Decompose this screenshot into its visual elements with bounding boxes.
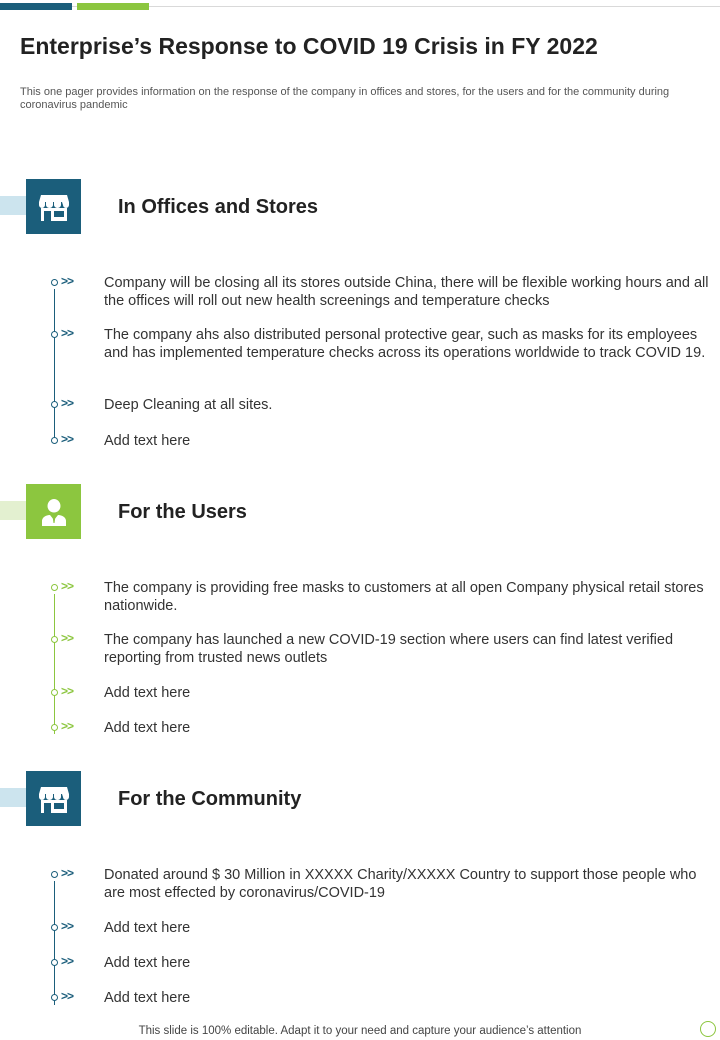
list-item-text: Company will be closing all its stores outside China, there will be flexible working hours and all the offices will roll out new health screenings and temperature checks	[104, 275, 709, 309]
bullet-marker-icon: >>	[51, 992, 81, 1004]
section-stripe	[0, 788, 26, 807]
section-stripe	[0, 501, 26, 520]
list-item-text: Add text here	[104, 685, 191, 701]
bullet-marker-icon: >>	[51, 957, 81, 969]
footer-note: This slide is 100% editable. Adapt it to your need and capture your audience’s attention	[138, 1025, 582, 1037]
bullet-marker-icon: >>	[51, 634, 81, 646]
timeline-line	[54, 289, 55, 441]
list-item-text: Add text here	[104, 955, 191, 971]
list-item-text: Add text here	[104, 433, 191, 449]
section-stripe	[0, 196, 26, 215]
bullet-marker-icon: >>	[51, 922, 81, 934]
timeline-line	[54, 881, 55, 1005]
list-item-text: Donated around $ 30 Million in XXXXX Charity/XXXXX Country to support those people who are most effected by coronavirus/COVID-19	[104, 867, 697, 901]
list-item-text: The company has launched a new COVID-19 section where users can find latest verified reporting from trusted news outlets	[104, 632, 674, 666]
section-title: For the Users	[118, 501, 247, 523]
bullet-marker-icon: >>	[51, 399, 81, 411]
bullet-marker-icon: >>	[51, 869, 81, 881]
corner-ring-icon	[700, 1021, 716, 1037]
page-title: Enterprise’s Response to COVID 19 Crisis in FY 2022	[20, 33, 598, 59]
top-accent-bar-blue	[0, 3, 72, 10]
list-item-text: Deep Cleaning at all sites.	[104, 397, 273, 413]
list-item-text: Add text here	[104, 920, 191, 936]
store-icon	[26, 179, 81, 234]
top-accent-bar-green	[77, 3, 149, 10]
section-title: For the Community	[118, 788, 302, 810]
bullet-marker-icon: >>	[51, 435, 81, 447]
page-subtitle: This one pager provides information on the response of the company in offices and stores, for the users and for the community during coronavirus pandemic	[20, 86, 670, 111]
list-item-text: Add text here	[104, 990, 191, 1006]
bullet-marker-icon: >>	[51, 277, 81, 289]
store-icon	[26, 771, 81, 826]
bullet-marker-icon: >>	[51, 722, 81, 734]
timeline-line	[54, 594, 55, 734]
section-title: In Offices and Stores	[118, 196, 319, 218]
list-item-text: Add text here	[104, 720, 191, 736]
bullet-marker-icon: >>	[51, 687, 81, 699]
list-item-text: The company ahs also distributed personal protective gear, such as masks for its employees and has implemented temperature checks across its operations worldwide to track COVID 19.	[104, 327, 706, 361]
list-item-text: The company is providing free masks to customers at all open Company physical retail stores nationwide.	[104, 580, 704, 614]
user-icon	[26, 484, 81, 539]
bullet-marker-icon: >>	[51, 582, 81, 594]
bullet-marker-icon: >>	[51, 329, 81, 341]
